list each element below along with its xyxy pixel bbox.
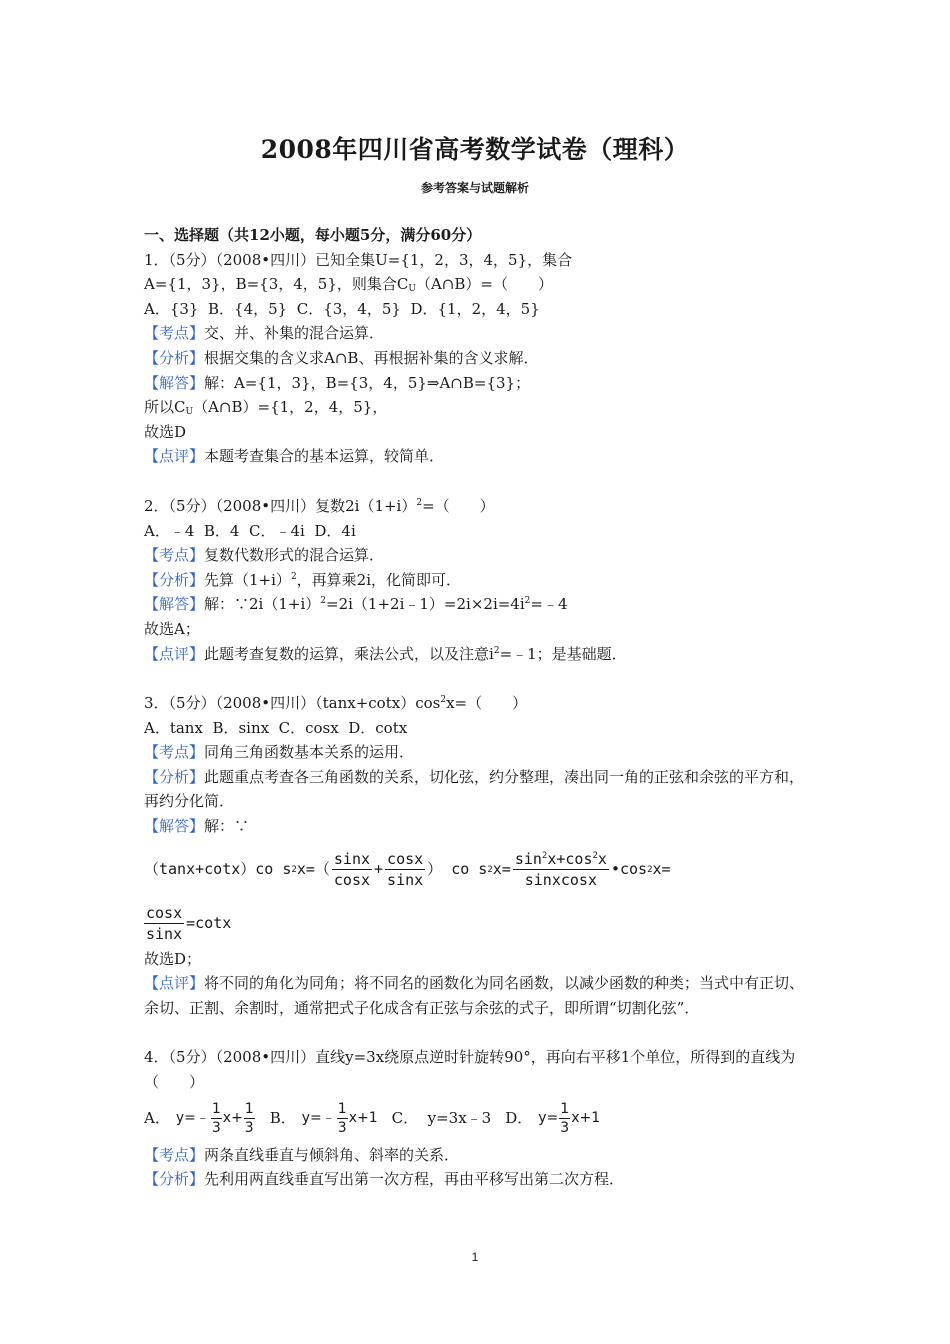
numerator: cosx — [146, 904, 183, 923]
superscript: 2 — [320, 596, 327, 607]
question-stem — [144, 494, 809, 519]
option-a-text: x+ — [222, 1110, 243, 1127]
jieda-tag: 【解答】 — [144, 373, 205, 392]
formula-text: x= — [492, 860, 511, 879]
spacer — [144, 666, 809, 691]
subscript: U — [408, 284, 416, 295]
stem-text: 3．（5分）（2008•四川）（tanx+cotx）cos — [144, 694, 441, 713]
numerator: sinx — [333, 850, 371, 869]
denominator: cosx — [333, 871, 371, 890]
denominator: 3 — [211, 1120, 221, 1137]
option-c: C． y=3x﹣3 — [391, 1109, 492, 1128]
superscript: 2 — [416, 497, 423, 508]
jieda-continued — [144, 395, 809, 420]
superscript: 2 — [592, 851, 598, 862]
jieda-text: 解：∵2i（1+i） — [204, 595, 321, 614]
option-b-text: x+1 — [348, 1110, 378, 1127]
superscript: 2 — [541, 851, 548, 862]
dianping-tag: 【点评】 — [144, 447, 205, 466]
question-3 — [144, 691, 809, 1020]
jieda-text: 解：A={1，3}，B={3，4，5}⇒A∩B={3}； — [204, 373, 531, 392]
fraction-cosx-over-sinx — [385, 849, 425, 890]
fraction-one-third — [244, 1100, 255, 1137]
stem-text: （A∩B）=（ ） — [415, 275, 553, 294]
num-text: x+cos — [547, 850, 593, 869]
section-heading: 一、选择题（共12小题，每小题5分，满分60分） — [144, 226, 482, 244]
stem-text: x=（ ） — [446, 694, 528, 713]
numerator: 1 — [211, 1101, 221, 1118]
dianping-tag: 【点评】 — [144, 974, 205, 993]
jieda-text: （A∩B）={1，2，4，5}， — [193, 398, 388, 417]
spacer — [144, 1020, 809, 1045]
formula-text: x= — [652, 860, 671, 879]
option-d-text: y= — [538, 1110, 559, 1127]
fenxi-text: 先利用两直线垂直写出第一次方程，再由平移写出第二次方程． — [204, 1170, 625, 1189]
fraction-cosx-over-sinx — [144, 903, 184, 944]
jieda-conclusion: 故选A； — [144, 619, 200, 638]
dianping-text: 本题考查集合的基本运算，较简单． — [204, 447, 445, 466]
dianping-tag: 【点评】 — [144, 644, 205, 663]
option-b-text: y=﹣ — [301, 1110, 336, 1127]
superscript: 2 — [440, 695, 447, 706]
numerator — [513, 849, 609, 870]
fenxi-text: 根据交集的含义求A∩B、再根据补集的含义求解． — [204, 348, 539, 367]
kaodian-text: 交、并、补集的混合运算． — [204, 324, 385, 343]
jieda-text: 所以C — [144, 398, 186, 417]
stem-text: =（ ） — [422, 496, 495, 515]
document-body — [144, 223, 809, 1192]
formula-text: =cotx — [186, 914, 232, 933]
fenxi-line — [144, 346, 809, 371]
option-d-label: D． — [505, 1109, 533, 1128]
fenxi-text: ，再算乘2i，化简即可． — [296, 570, 462, 589]
jieda-conclusion: 故选D — [144, 422, 187, 441]
kaodian-tag: 【考点】 — [144, 546, 205, 565]
superscript: 2 — [493, 645, 500, 656]
question-4 — [144, 1045, 809, 1191]
question-2 — [144, 494, 809, 666]
jieda-conclusion: 故选D； — [144, 949, 202, 968]
numerator: 1 — [337, 1101, 347, 1118]
formula-text: x=（ — [296, 860, 330, 879]
stem-text: 2．（5分）（2008•四川）复数2i（1+i） — [144, 496, 417, 515]
option-d-text: x+1 — [571, 1110, 601, 1127]
question-stem: 4．（5分）（2008•四川）直线y=3x绕原点逆时针旋转90°，再向右平移1个单位，所得到的直线为（ ） — [144, 1048, 796, 1092]
jieda-line — [144, 814, 809, 839]
num-text: x — [597, 850, 607, 869]
stem-text: A={1，3}，B={3，4，5}，则集合C — [144, 275, 409, 294]
plus-sign: + — [374, 860, 384, 879]
kaodian-tag: 【考点】 — [144, 743, 205, 762]
jieda-text: 解：∵ — [204, 817, 250, 836]
formula-text: ） co s — [427, 860, 488, 879]
answer-options: A．﹣4 B．4 C．﹣4i D．4i — [144, 521, 356, 540]
jieda-line — [144, 592, 809, 617]
kaodian-line — [144, 1143, 809, 1168]
answer-options — [144, 1095, 809, 1143]
option-b-label: B． — [269, 1109, 296, 1128]
kaodian-text: 同角三角函数基本关系的运用． — [204, 743, 415, 762]
fenxi-text: 先算（1+i） — [204, 570, 291, 589]
denominator: sinxcosx — [524, 871, 597, 890]
dianping-line — [144, 444, 809, 469]
formula-text: •cos — [610, 860, 648, 879]
fenxi-line — [144, 568, 809, 593]
jieda-line — [144, 371, 809, 396]
fenxi-text: 此题重点考查各三角函数的关系，切化弦，约分整理，凑出同一角的正弦和余弦的平方和，再约分化简． — [144, 767, 805, 811]
question-stem — [144, 691, 809, 716]
superscript: 2 — [290, 571, 297, 582]
option-a-label: A． — [144, 1109, 170, 1128]
page-number: 1 — [471, 1250, 479, 1264]
page-subtitle: 参考答案与试题解析 — [420, 181, 529, 195]
jieda-tag: 【解答】 — [144, 595, 205, 614]
answer-options: A．{3} B．{4，5} C．{3，4，5} D．{1，2，4，5} — [144, 299, 540, 318]
fraction-one-third — [337, 1100, 348, 1137]
dianping-text: 将不同的角化为同角；将不同名的函数化为同名函数，以减少函数的种类；当式中有正切、余切、正割、余割时，通常把式子化成含有正弦与余弦的式子，即所谓“切割化弦”． — [144, 974, 805, 1017]
page-title: 2008年四川省高考数学试卷（理科） — [260, 135, 690, 164]
kaodian-tag: 【考点】 — [144, 1145, 205, 1164]
answer-options: A．tanx B．sinx C．cosx D．cotx — [144, 718, 408, 737]
denominator: sinx — [387, 871, 424, 890]
dianping-paragraph — [144, 971, 809, 1020]
fraction-sum-of-squares — [513, 849, 609, 890]
numerator: 1 — [560, 1101, 570, 1118]
kaodian-tag: 【考点】 — [144, 324, 205, 343]
kaodian-text: 两条直线垂直与倾斜角、斜率的关系． — [204, 1145, 460, 1164]
subscript: U — [185, 407, 194, 418]
fraction-one-third — [559, 1100, 570, 1137]
superscript: 2 — [524, 596, 531, 607]
spacer — [144, 469, 809, 494]
denominator: 3 — [244, 1120, 254, 1137]
numerator: 1 — [244, 1101, 254, 1118]
jieda-text: =2i（1+2i﹣1）=2i×2i=4i — [326, 595, 525, 614]
fenxi-tag: 【分析】 — [144, 348, 205, 367]
fenxi-line — [144, 1167, 809, 1192]
formula-text: （tanx+cotx）co s — [144, 860, 292, 879]
numerator: cosx — [387, 850, 424, 869]
question-1 — [144, 248, 809, 469]
fenxi-tag: 【分析】 — [144, 1170, 205, 1189]
denominator: 3 — [337, 1120, 347, 1137]
question-stem: 1．（5分）（2008•四川）已知全集U={1，2，3，4，5}，集合 — [144, 250, 573, 269]
fraction-sinx-over-cosx — [332, 849, 372, 890]
formula-line-2 — [144, 901, 809, 947]
dianping-text: =﹣1；是基础题． — [499, 644, 627, 663]
formula-line-1: （tanx+cotx）co s 2 x=（ $\frac{\sin x}{\cos x}$ + $\frac{\cos x}{\sin x}$ ） co s 2 x= $\frac{\sin^2x+\cos^2x}{\text{sinxcosx}}$ •cos 2 x= — [144, 850, 671, 890]
dianping-text: 此题考查复数的运算，乘法公式，以及注意i — [204, 644, 494, 663]
fenxi-tag: 【分析】 — [144, 570, 205, 589]
option-a-text: y=﹣ — [175, 1110, 210, 1127]
num-text: sin — [514, 850, 542, 869]
kaodian-text: 复数代数形式的混合运算． — [204, 546, 385, 565]
kaodian-line — [144, 740, 809, 765]
fenxi-tag: 【分析】 — [144, 767, 205, 786]
jieda-tag: 【解答】 — [144, 817, 205, 836]
fenxi-paragraph — [144, 765, 809, 814]
jieda-text: =﹣4 — [530, 595, 568, 614]
kaodian-line — [144, 321, 809, 346]
kaodian-line — [144, 543, 809, 568]
question-stem-continued — [144, 272, 809, 297]
denominator: 3 — [560, 1120, 570, 1137]
denominator: sinx — [146, 925, 183, 944]
fraction-one-third — [211, 1100, 222, 1137]
dianping-line — [144, 642, 809, 667]
